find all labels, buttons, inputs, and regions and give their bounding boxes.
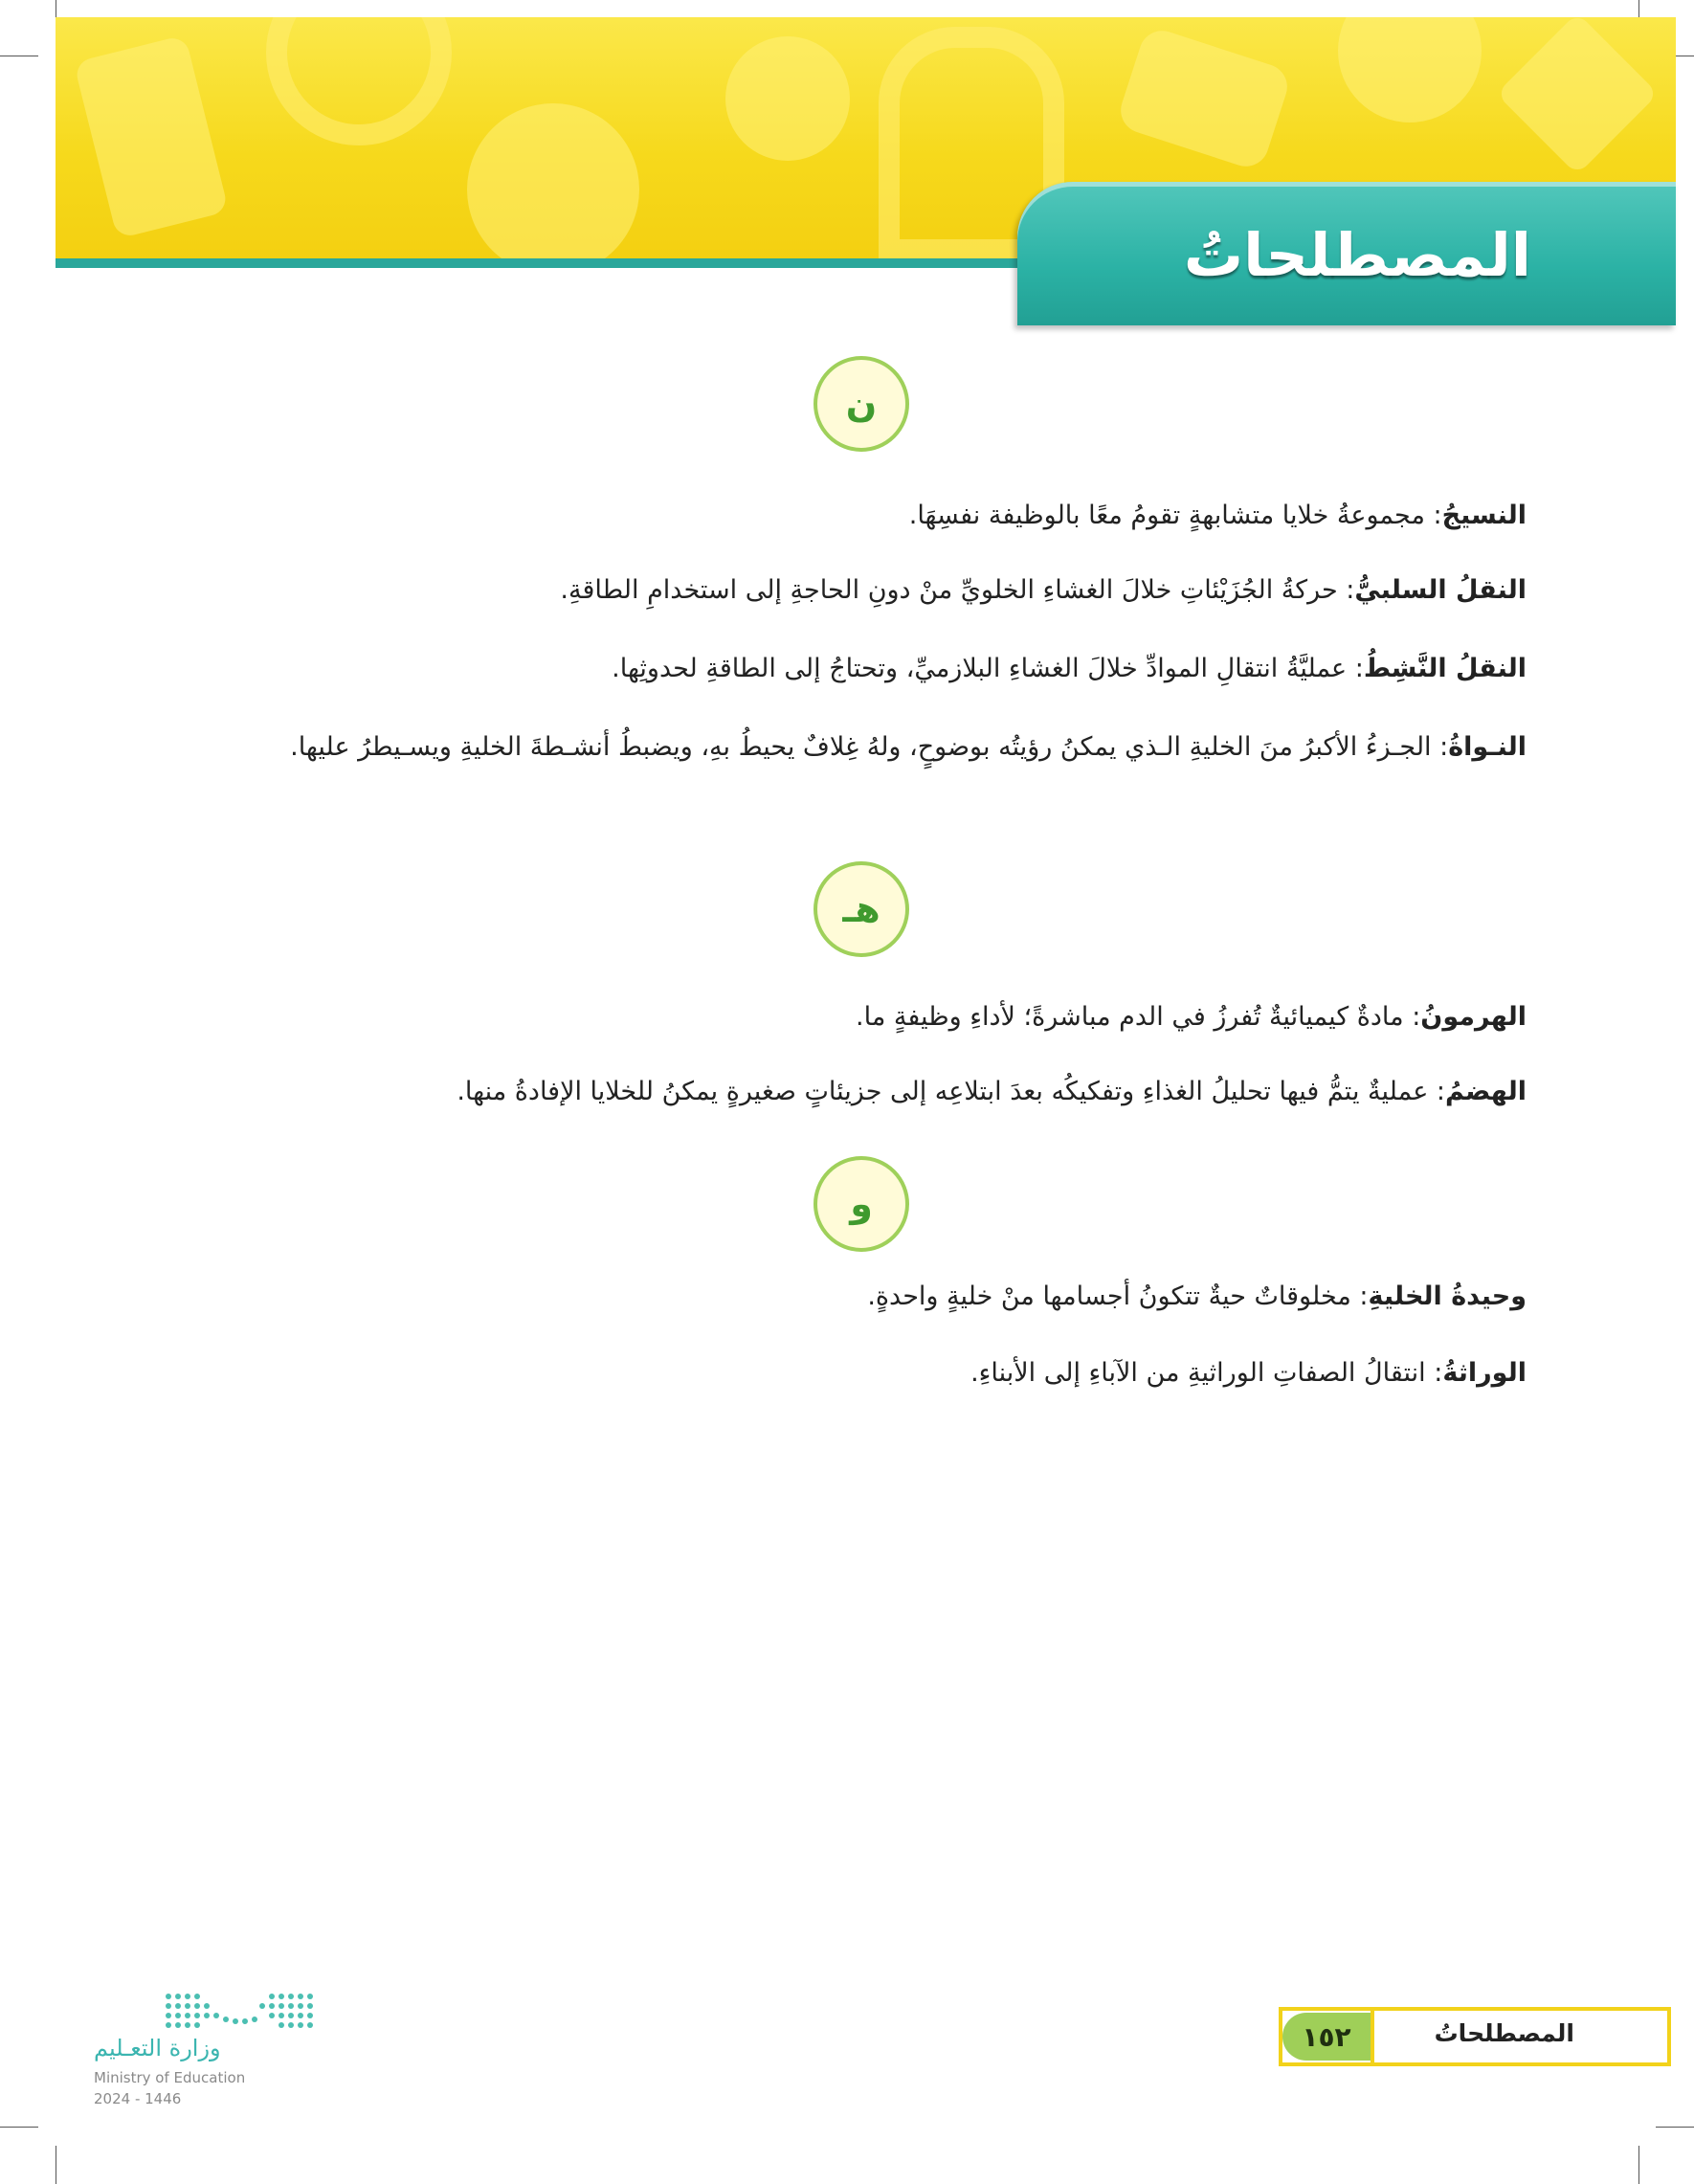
section-letter-waw: و [814, 1156, 909, 1252]
glossary-entry [148, 1267, 1527, 1326]
decor-ring [266, 17, 452, 145]
ministry-name-arabic: وزارة التعـليم [94, 2035, 221, 2061]
page-number: ١٥٢ [1282, 2013, 1371, 2061]
entry-definition: : عمليَّةُ انتقالِ الموادِّ خلالَ الغشاءِ البلازميِّ، وتحتاجُ إلى الطاقةِ لحدوثِها. [612, 654, 1364, 683]
section-letter-noon: ن [814, 356, 909, 452]
entry-term: النـواةُ [1448, 732, 1527, 762]
entry-definition: : مجموعةُ خلايا متشابهةٍ تقومُ معًا بالوظيفة نفسِهَا. [908, 501, 1442, 530]
decor-shape [1496, 17, 1659, 175]
crop-mark [1638, 2146, 1639, 2184]
ministry-logo-icon [163, 1991, 316, 2037]
decor-shape [725, 36, 850, 161]
entry-term: الوراثةُ [1442, 1358, 1527, 1388]
entry-definition: : مادةٌ كيميائيةٌ تُفرزُ في الدم مباشرةً؛ لأداءِ وظيفةٍ ما. [856, 1002, 1421, 1032]
entry-term: النسيجُ [1441, 501, 1527, 530]
glossary-entry [148, 639, 1527, 699]
footer-label: المصطلحاتُ [1434, 2019, 1574, 2047]
glossary-entry [148, 718, 1527, 777]
footer-divider [1371, 2011, 1374, 2062]
decor-shape [1338, 17, 1482, 123]
entry-definition: : عمليةٌ يتمُّ فيها تحليلُ الغذاءِ وتفكيكُه بعدَ ابتلاعِه إلى جزيئاتٍ صغيرةٍ يمكنُ للخلايا الإفادةُ منها. [457, 1077, 1445, 1106]
entry-definition: : حركةُ الجُزَيْئاتِ خلالَ الغشاءِ الخلويِّ منْ دونِ الحاجةِ إلى استخدامِ الطاقةِ. [560, 575, 1355, 605]
entry-definition: : مخلوقاتٌ حيةٌ تتكونُ أجسامها منْ خليةٍ واحدةٍ. [867, 1281, 1369, 1311]
crop-mark [1656, 2127, 1694, 2128]
page-title: المصطلحاتُ [1183, 220, 1531, 290]
decor-shape [74, 34, 229, 238]
entry-term: الهرمونُ [1420, 1002, 1527, 1032]
glossary-entry [148, 988, 1527, 1047]
section-letter-haa: هـ [814, 861, 909, 957]
glossary-entry [148, 561, 1527, 620]
entry-term: النقلُ النَّشِطُ [1363, 654, 1527, 683]
glossary-entry [148, 1344, 1527, 1403]
entry-definition: : الجـزءُ الأكبرُ منَ الخليةِ الـذي يمكنُ رؤيتُه بوضوحٍ، ولهُ غِلافٌ يحيطُ بهِ، ويضبطُ أنشـطةَ الخليةِ ويسـيطرُ عليها. [290, 732, 1449, 762]
entry-term: وحيدةُ الخليةِ [1368, 1281, 1527, 1311]
glossary-entry [148, 486, 1527, 546]
decor-shape [467, 103, 639, 268]
entry-term: النقلُ السلبيُّ [1354, 575, 1527, 605]
glossary-entry [148, 1062, 1527, 1122]
entry-term: الهضمُ [1445, 1077, 1527, 1106]
crop-mark [0, 2127, 38, 2128]
decor-shape [1115, 25, 1293, 172]
ministry-name-english: Ministry of Education [94, 2069, 246, 2086]
edition-year: 2024 - 1446 [94, 2090, 182, 2107]
entry-definition: : انتقالُ الصفاتِ الوراثيةِ من الآباءِ إلى الأبناءِ. [970, 1358, 1443, 1388]
